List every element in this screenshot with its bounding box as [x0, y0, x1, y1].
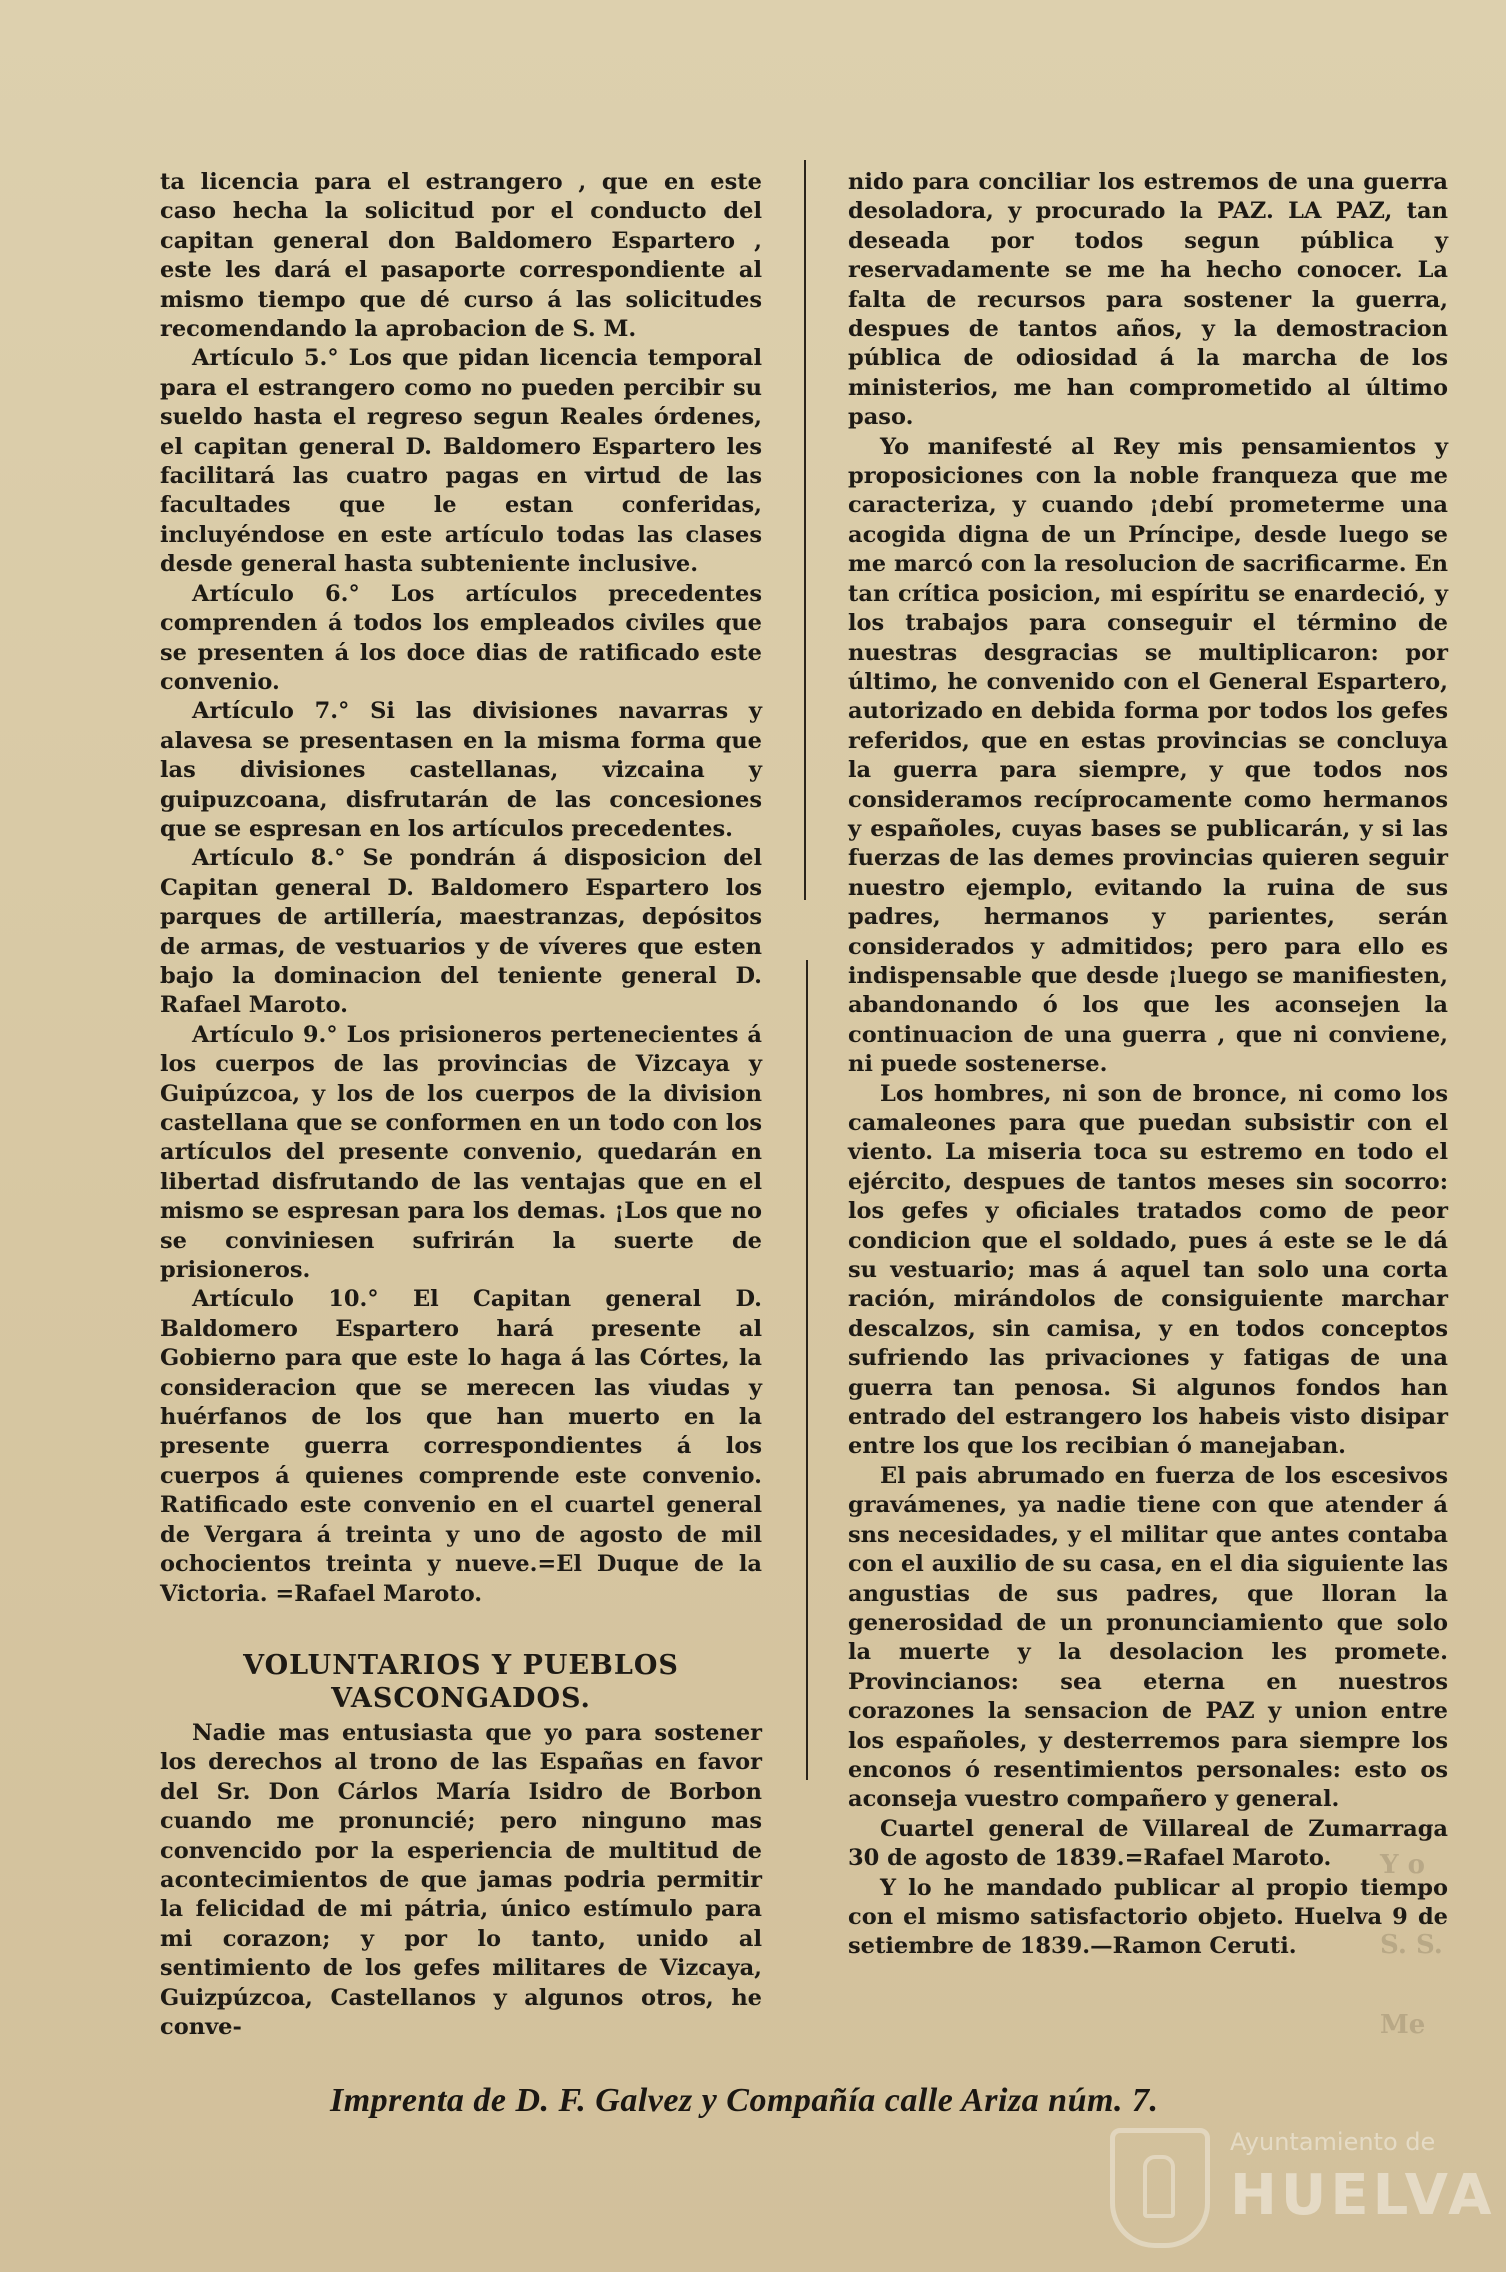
publication-note: Y lo he mandado publicar al propio tiempo con el mismo satisfactorio objeto. Huelva 9 de setiembre de 1839.—Ramon Ceruti. — [848, 1874, 1448, 1960]
article-7: Artículo 7.° Si las divisiones navarras y alavesa se presentasen en la misma forma que las divisiones castellanas, vizcaina y guipuzcoana, disfrutarán de las concesiones que se espresan en los artículos precedentes. — [160, 698, 762, 842]
column-divider — [806, 960, 808, 1780]
bleed-through-text: Me — [1380, 2010, 1426, 2040]
article-5: Artículo 5.° Los que pidan licencia temporal para el estrangero como no pueden percibir su sueldo hasta el regreso segun Reales órdenes, el capitan general D. Baldomero Espartero les facilitará las cuatro pagas en virtud de las facultades que le estan conferidas, incluyéndose en este artículo todas las clases desde general hasta subteniente inclusive. — [160, 345, 762, 578]
coat-of-arms-icon — [1110, 2128, 1210, 2248]
bleed-through-text: S. S. — [1380, 1930, 1443, 1960]
proclamation-paragraph: Nadie mas entusiasta que yo para sostener los derechos al trono de las Españas en favor del Sr. Don Cárlos María Isidro de Borbon cuando me pronuncié; pero ninguno mas convencido por la esperiencia de multitud de acontecimientos de que jamas podria permitir la felicidad de mi pátria, único estímulo para mi corazon; y por lo tanto, unido al sentimiento de los gefes militares de Vizcaya, Guizpúzcoa, Castellanos y algunos otros, he conve- — [160, 1719, 762, 2040]
paragraph: Los hombres, ni son de bronce, ni como los camaleones para que puedan subsistir con el viento. La miseria toca su estremo en todo el ejército, despues de tantos meses sin socorro: los gefes y oficiales tratados como de peor condicion que el soldado, pues á este se le dá su vestuario; mas á aquel tan solo una corta ración, mirándolos de consiguiente marchar descalzos, sin camisa, y en todos conceptos sufriendo las privaciones y fatigas de una guerra tan penosa. Si algunos fondos han entrado del estrangero los habeis visto disipar entre los que los recibian ó manejaban. — [848, 1080, 1448, 1460]
printer-imprint: Imprenta de D. F. Galvez y Compañía calle Ariza núm. 7. — [330, 2082, 1159, 2119]
article-10: Artículo 10.° El Capitan general D. Baldomero Espartero hará presente al Gobierno para que este lo haga á las Córtes, la consideracion que se merecen las viudas y huérfanos de los que han muerto en la presente guerra correspondientes á los cuerpos á quienes comprende este convenio. Ratificado este convenio en el cuartel general de Vergara á treinta y uno de agosto de mil ochocientos treinta y nueve.=El Duque de la Victoria. =Rafael Maroto. — [160, 1286, 762, 1607]
article-6: Artículo 6.° Los artículos precedentes comprenden á todos los empleados civiles que se presenten á los doce dias de ratificado este convenio. — [160, 580, 762, 695]
paragraph: nido para conciliar los estremos de una guerra desoladora, y procurado la PAZ. LA PAZ, tan deseada por todos segun pública y reservadamente se me ha hecho conocer. La falta de recursos para sostener la guerra, despues de tantos años, y la demostracion pública de odiosidad á la marcha de los ministerios, me han comprometido al último paso. — [848, 169, 1448, 431]
column-divider — [804, 160, 806, 900]
left-column — [160, 168, 762, 2042]
section-title: VOLUNTARIOS Y PUEBLOS VASCONGADOS. — [243, 1649, 679, 1714]
watermark-line: Ayuntamiento de — [1230, 2128, 1436, 2156]
watermark-city: HUELVA — [1230, 2163, 1496, 2228]
paragraph: El pais abrumado en fuerza de los escesivos gravámenes, ya nadie tiene con que atender á sns necesidades, y el militar que antes contaba con el auxilio de su casa, en el dia siguiente las angustias de sus padres, que lloran la generosidad de un pronunciamiento que solo la muerte y la desolacion les promete. Provincianos: sea eterna en nuestros corazones la sensacion de PAZ y union entre los españoles, y desterremos para siempre los enconos ó resentimientos personales: esto os aconseja vuestro compañero y general. — [848, 1462, 1448, 1813]
right-column — [848, 168, 1448, 1962]
paragraph: Yo manifesté al Rey mis pensamientos y proposiciones con la noble franqueza que me caracteriza, y cuando ¡debí prometerme una acogida digna de un Príncipe, desde luego se me marcó con la resolucion de sacrificarme. En tan crítica posicion, mi espíritu se enardeció, y los trabajos para conseguir el término de nuestras desgracias se multiplicaron: por último, he convenido con el General Espartero, autorizado en debida forma por todos los gefes referidos, que en estas provincias se concluya la guerra para siempre, y que todos nos consideramos recíprocamente como hermanos y españoles, cuyas bases se publicarán, y si las fuerzas de las demes provincias quieren seguir nuestro ejemplo, evitando la ruina de sus padres, hermanos y parientes, serán considerados y admitidos; pero para ello es indispensable que desde ¡luego se manifiesten, abandonando ó los que les aconsejen la continuacion de una guerra , que ni conviene, ni puede sostenerse. — [848, 433, 1448, 1078]
dateline: Cuartel general de Villareal de Zumarraga 30 de agosto de 1839.=Rafael Maroto. — [848, 1815, 1448, 1872]
paragraph: ta licencia para el estrangero , que en este caso hecha la solicitud por el conducto del capitan general don Baldomero Espartero , este les dará el pasaporte correspondiente al mismo tiempo que dé curso á las solicitudes recomendando la aprobacion de S. M. — [160, 169, 762, 343]
article-9: Artículo 9.° Los prisioneros pertenecientes á los cuerpos de las provincias de Vizcaya y Guipúzcoa, y los de los cuerpos de la division castellana que se conformen en un todo con los artículos del presente convenio, quedarán en libertad disfrutando de las ventajas que en el mismo se espresan para los demas. ¡Los que no se conviniesen sufrirán la suerte de prisioneros. — [160, 1021, 762, 1284]
bleed-through-text: Y o — [1380, 1850, 1425, 1880]
article-8: Artículo 8.° Se pondrán á disposicion del Capitan general D. Baldomero Espartero los parques de artillería, maestranzas, depósitos de armas, de vestuarios y de víveres que esten bajo la dominacion del teniente general D. Rafael Maroto. — [160, 845, 762, 1019]
